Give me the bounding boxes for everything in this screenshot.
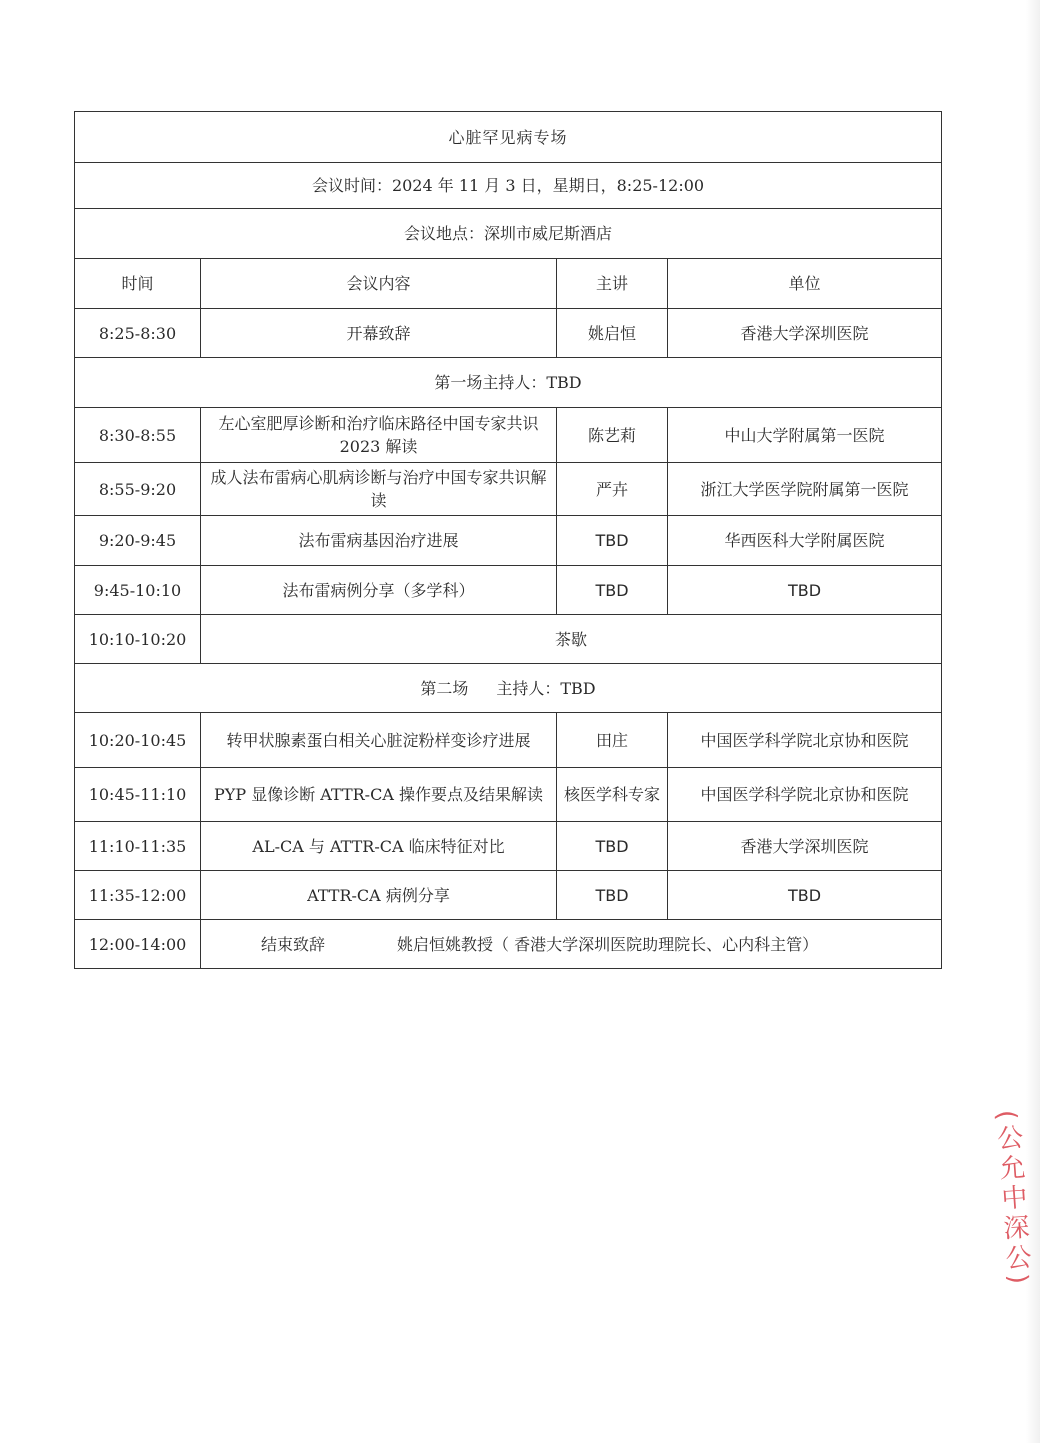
row-speaker: 严卉 (557, 463, 668, 516)
table-row (75, 463, 942, 516)
header-time: 时间 (75, 259, 201, 309)
row-content: 左心室肥厚诊断和治疗临床路径中国专家共识 2023 解读 (201, 408, 557, 463)
table-row (75, 768, 942, 822)
header-row (75, 259, 942, 309)
title-row (75, 112, 942, 163)
row-unit: 中国医学科学院北京协和医院 (668, 713, 942, 768)
row-time: 9:45-10:10 (75, 566, 201, 615)
row-content: 开幕致辞 (201, 309, 557, 358)
row-content: 法布雷病基因治疗进展 (201, 516, 557, 566)
session1-host: 第一场主持人：TBD (75, 358, 942, 408)
closing-label: 结束致辞 (261, 934, 326, 954)
tea-break-label: 茶歇 (201, 615, 942, 664)
row-unit: TBD (668, 566, 942, 615)
closing-time: 12:00-14:00 (75, 920, 201, 969)
row-content: AL-CA 与 ATTR-CA 临床特征对比 (201, 822, 557, 871)
row-content: 转甲状腺素蛋白相关心脏淀粉样变诊疗进展 (201, 713, 557, 768)
row-unit: 香港大学深圳医院 (668, 309, 942, 358)
row-speaker: TBD (557, 822, 668, 871)
row-time: 8:25-8:30 (75, 309, 201, 358)
session2-header-row (75, 664, 942, 713)
row-time: 11:35-12:00 (75, 871, 201, 920)
row-time: 10:20-10:45 (75, 713, 201, 768)
red-stamp-mark: (公允中深公) (990, 1109, 1034, 1289)
table-row (75, 408, 942, 463)
meeting-location: 会议地点：深圳市威尼斯酒店 (75, 209, 942, 259)
header-speaker: 主讲 (557, 259, 668, 309)
row-time: 8:55-9:20 (75, 463, 201, 516)
row-speaker: 田庄 (557, 713, 668, 768)
row-unit: 中山大学附属第一医院 (668, 408, 942, 463)
header-unit: 单位 (668, 259, 942, 309)
row-speaker: 核医学科专家 (557, 768, 668, 822)
session2-label: 第二场 (420, 678, 469, 698)
table-row (75, 309, 942, 358)
meeting-time-row (75, 163, 942, 209)
page-title: 心脏罕见病专场 (75, 112, 942, 163)
row-speaker: 陈艺莉 (557, 408, 668, 463)
closing-row (75, 920, 942, 969)
row-unit: 中国医学科学院北京协和医院 (668, 768, 942, 822)
row-unit: TBD (668, 871, 942, 920)
meeting-time: 会议时间：2024 年 11 月 3 日，星期日，8:25-12:00 (75, 163, 942, 209)
agenda-table (74, 111, 942, 969)
row-content: ATTR-CA 病例分享 (201, 871, 557, 920)
session1-header-row (75, 358, 942, 408)
table-row (75, 516, 942, 566)
meeting-location-row (75, 209, 942, 259)
row-content: 成人法布雷病心肌病诊断与治疗中国专家共识解读 (201, 463, 557, 516)
session2-host-name: 主持人：TBD (496, 678, 596, 698)
row-speaker: 姚启恒 (557, 309, 668, 358)
closing-detail: 姚启恒姚教授（ 香港大学深圳医院助理院长、心内科主管） (397, 934, 819, 954)
row-speaker: TBD (557, 871, 668, 920)
row-content: PYP 显像诊断 ATTR-CA 操作要点及结果解读 (201, 768, 557, 822)
row-unit: 华西医科大学附属医院 (668, 516, 942, 566)
tea-break-time: 10:10-10:20 (75, 615, 201, 664)
closing-cell (201, 920, 942, 969)
row-speaker: TBD (557, 516, 668, 566)
row-time: 8:30-8:55 (75, 408, 201, 463)
header-content: 会议内容 (201, 259, 557, 309)
row-unit: 浙江大学医学院附属第一医院 (668, 463, 942, 516)
row-speaker: TBD (557, 566, 668, 615)
table-row (75, 566, 942, 615)
row-time: 9:20-9:45 (75, 516, 201, 566)
row-time: 10:45-11:10 (75, 768, 201, 822)
table-row (75, 713, 942, 768)
row-content: 法布雷病例分享（多学科） (201, 566, 557, 615)
tea-break-row (75, 615, 942, 664)
row-unit: 香港大学深圳医院 (668, 822, 942, 871)
row-time: 11:10-11:35 (75, 822, 201, 871)
table-row (75, 871, 942, 920)
session2-host (75, 664, 942, 713)
table-row (75, 822, 942, 871)
